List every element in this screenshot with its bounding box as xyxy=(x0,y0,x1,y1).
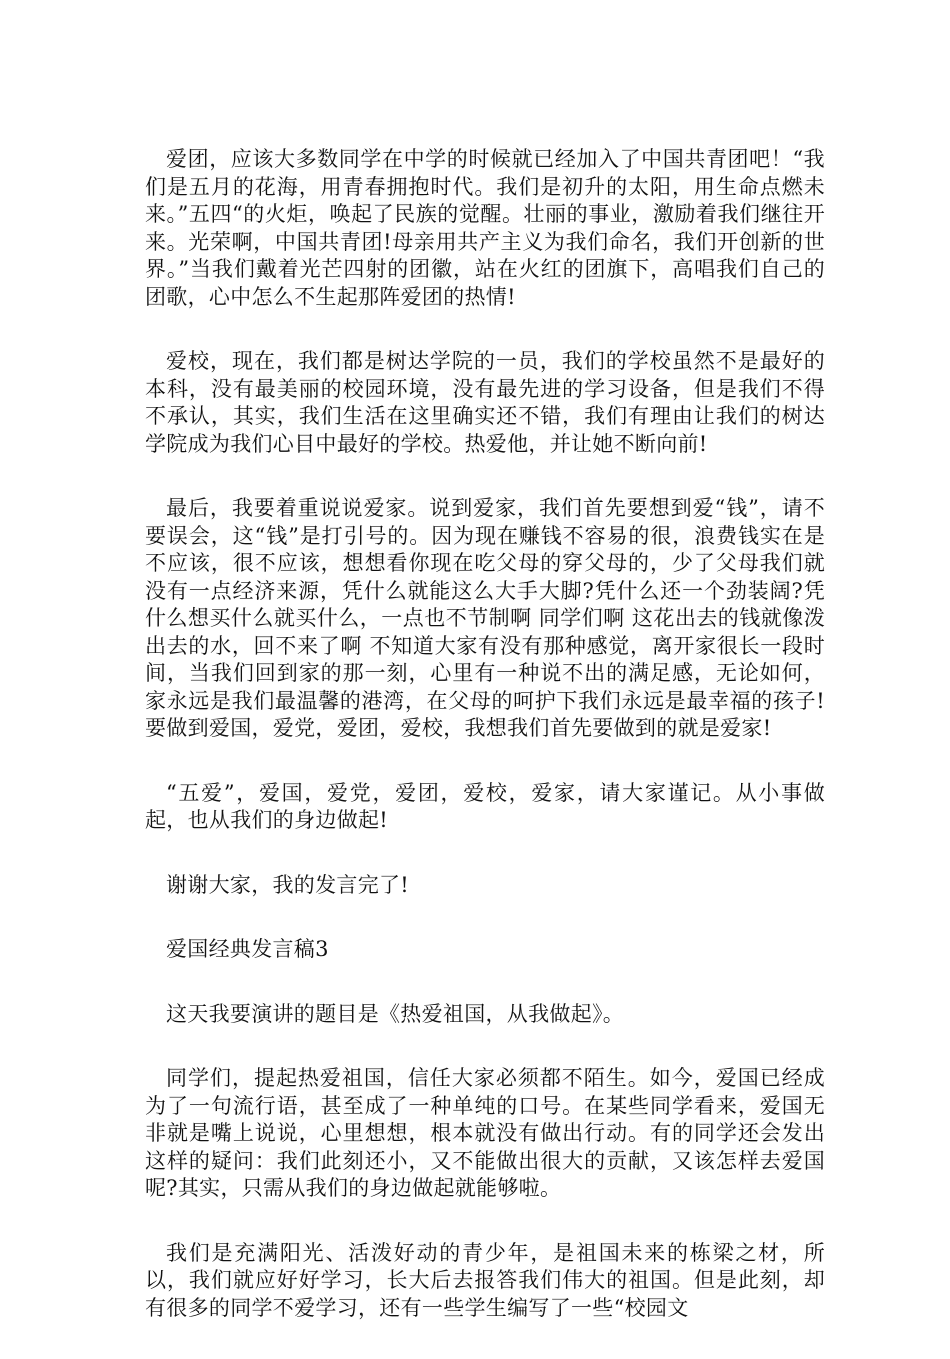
document-body xyxy=(145,146,825,1359)
paragraph-love-school: 爱校，现在，我们都是树达学院的一员，我们的学校虽然不是最好的本科，没有最美丽的校园环境，没有最先进的学习设备，但是我们不得不承认，其实，我们生活在这里确实还不错，我们有理由让我们的树达学院成为我们心目中最好的学校。热爱他，并让她不断向前! xyxy=(145,349,825,456)
paragraph-speech-topic: 这天我要演讲的题目是《热爱祖国，从我做起》。 xyxy=(166,1001,625,1026)
paragraph-love-family: 最后，我要着重说说爱家。说到爱家，我们首先要想到爱“钱”，请不要误会，这“钱”是打引号的。因为现在赚钱不容易的很，浪费钱实在是不应该，很不应该，想想看你现在吃父母的穿父母的，少了父母我们就没有一点经济来源，凭什么就能这么大手大脚?凭什么还一个劲装阔?凭什么想买什么就买什么，一点也不节制啊 同学们啊 这花出去的钱就像泼出去的水，回不来了啊 不知道大家有没有那种感觉，离开家很长一段时间，当我们回到家的那一刻，心里有一种说不出的满足感，无论如何，家永远是我们最温馨的港湾，在父母的呵护下我们永远是最幸福的孩子!要做到爱国，爱党，爱团，爱校，我想我们首先要做到的就是爱家! xyxy=(145,496,825,740)
paragraph-thanks: 谢谢大家，我的发言完了! xyxy=(166,872,410,897)
section-heading: 爱国经典发言稿3 xyxy=(166,937,329,961)
paragraph-love-league: 爱团，应该大多数同学在中学的时候就已经加入了中国共青团吧！“我们是五月的花海，用青春拥抱时代。我们是初升的太阳，用生命点燃未来。”五四“的火炬，唤起了民族的觉醒。壮丽的事业，激励着我们继往开来。光荣啊，中国共青团!母亲用共产主义为我们命名，我们开创新的世界。”当我们戴着光芒四射的团徽，站在火红的团旗下，高唱我们自己的团歌，心中怎么不生起那阵爱团的热情! xyxy=(145,147,825,309)
paragraph-patriotism: 同学们，提起热爱祖国，信任大家必须都不陌生。如今，爱国已经成为了一句流行语，甚至成了一种单纯的口号。在某些同学看来，爱国无非就是嘴上说说，心里想想，根本就没有做出行动。有的同学还会发出这样的疑问：我们此刻还小，又不能做出很大的贡献，又该怎样去爱国呢?其实，只需从我们的身边做起就能够啦。 xyxy=(145,1066,825,1200)
paragraph-youth: 我们是充满阳光、活泼好动的青少年，是祖国未来的栋梁之材，所以，我们就应好好学习，长大后去报答我们伟大的祖国。但是此刻，却有很多的同学不爱学习，还有一些学生编写了一些“校园文 xyxy=(145,1240,825,1320)
paragraph-five-loves: “五爱”，爱国，爱党，爱团，爱校，爱家，请大家谨记。从小事做起，也从我们的身边做起! xyxy=(145,780,825,832)
